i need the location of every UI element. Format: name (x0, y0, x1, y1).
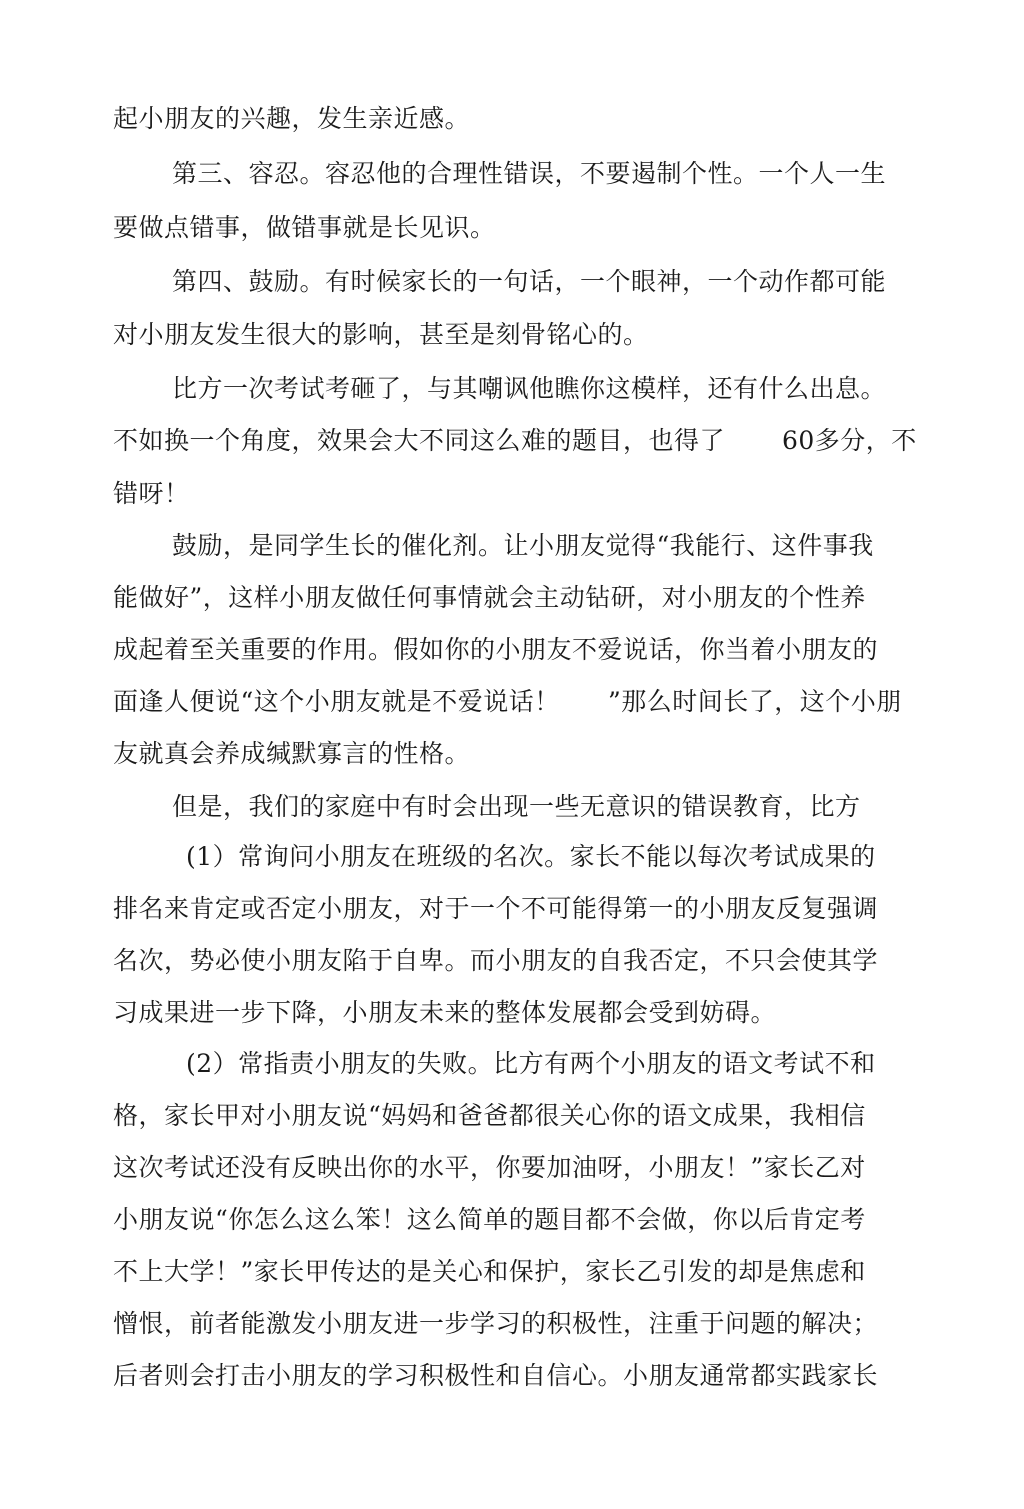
text-line: ”那么时间长了，这个小朋 (608, 687, 902, 716)
text-line: 憎恨，前者能激发小朋友进一步学习的积极性，注重于问题的解决； (113, 1309, 879, 1338)
text-line: 第四、鼓励。有时候家长的一句话，一个眼神，一个动作都可能 (172, 267, 887, 296)
text-line: 第三、容忍。容忍他的合理性错误，不要遏制个性。一个人一生 (172, 159, 887, 188)
text-line: 面逢人便说“这个小朋友就是不爱说话！ (113, 687, 560, 716)
text-line: (1）常询问小朋友在班级的名次。家长不能以每次考试成果的 (186, 842, 876, 871)
text-line: 起小朋友的兴趣，发生亲近感。 (113, 104, 471, 133)
text-line: 错呀！ (113, 479, 190, 508)
text-line: 能做好”，这样小朋友做任何事情就会主动钻研，对小朋友的个性养 (113, 583, 866, 612)
text-line: 但是，我们的家庭中有时会出现一些无意识的错误教育，比方 (172, 792, 861, 821)
text-line: (2）常指责小朋友的失败。比方有两个小朋友的语文考试不和 (186, 1049, 876, 1078)
text-line: 习成果进一步下降，小朋友未来的整体发展都会受到妨碍。 (113, 998, 777, 1027)
text-line: 排名来肯定或否定小朋友，对于一个不可能得第一的小朋友反复强调 (113, 894, 879, 923)
text-line: 对小朋友发生很大的影响，甚至是刻骨铭心的。 (113, 320, 649, 349)
text-line: 比方一次考试考砸了，与其嘲讽他瞧你这模样，还有什么出息。 (172, 374, 887, 403)
text-line: 这次考试还没有反映出你的水平，你要加油呀，小朋友！”家长乙对 (113, 1153, 866, 1182)
text-line: 名次，势必使小朋友陷于自卑。而小朋友的自我否定，不只会使其学 (113, 946, 879, 975)
text-line: 成起着至关重要的作用。假如你的小朋友不爱说话，你当着小朋友的 (113, 635, 879, 664)
text-line: 后者则会打击小朋友的学习积极性和自信心。小朋友通常都实践家长 (113, 1361, 879, 1390)
text-line: 不如换一个角度，效果会大不同这么难的题目，也得了 (113, 426, 726, 455)
text-line: 鼓励，是同学生长的催化剂。让小朋友觉得“我能行、这件事我 (172, 531, 874, 560)
text-line: 不上大学！”家长甲传达的是关心和保护，家长乙引发的却是焦虑和 (113, 1257, 866, 1286)
text-line: 小朋友说“你怎么这么笨！这么简单的题目都不会做，你以后肯定考 (113, 1205, 866, 1234)
text-line: 友就真会养成缄默寡言的性格。 (113, 739, 471, 768)
text-line: 60多分，不 (782, 426, 917, 455)
text-line: 要做点错事，做错事就是长见识。 (113, 213, 496, 242)
text-line: 格，家长甲对小朋友说“妈妈和爸爸都很关心你的语文成果，我相信 (113, 1101, 866, 1130)
